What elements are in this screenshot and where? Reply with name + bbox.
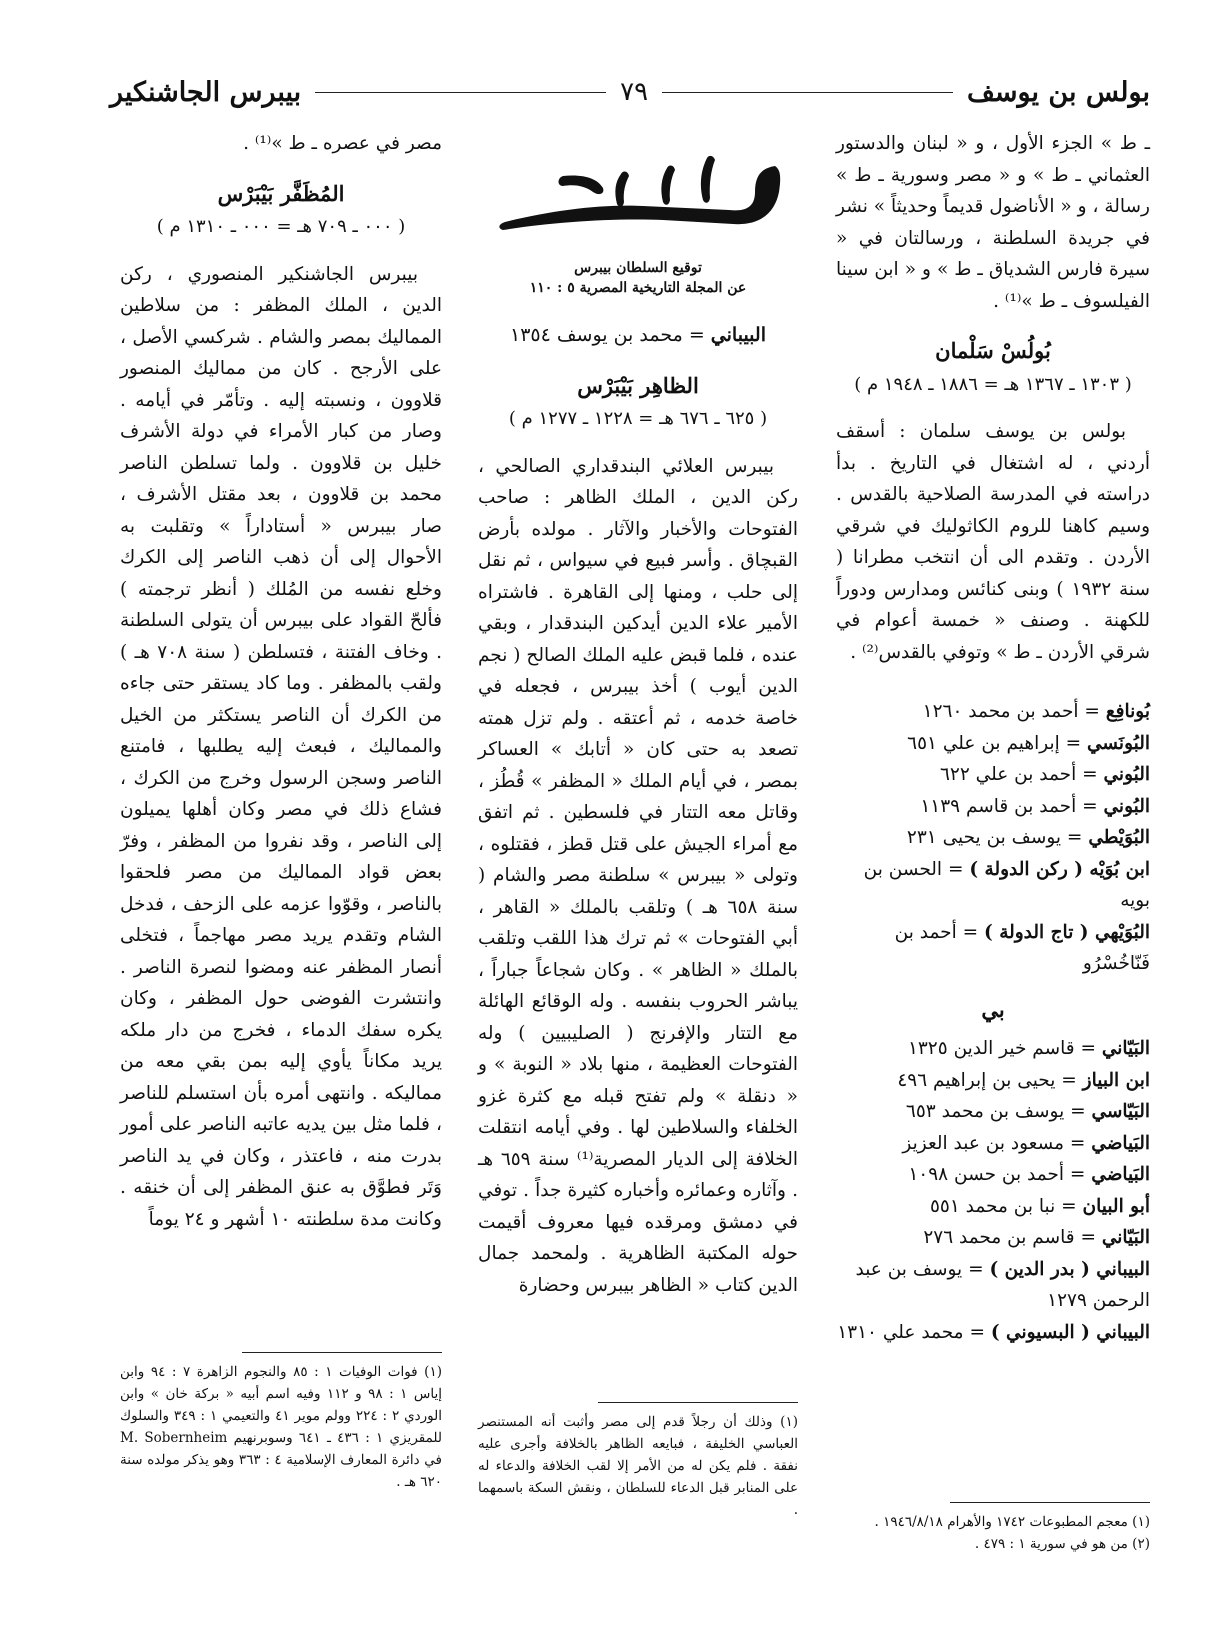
entry-dates: ( ١٣٠٣ ـ ١٣٦٧ هـ = ١٨٨٦ ـ ١٩٤٨ م ) xyxy=(854,373,1132,395)
xref-item: البُوَيْهي ( تاج الدولة ) = أحمد بن فَنّاخُسْرُو xyxy=(894,921,1150,974)
signature-calligraphy-icon xyxy=(493,148,783,238)
middle-footnotes xyxy=(478,1402,798,1521)
xref-item: البَيّاني = قاسم خير الدين ١٣٢٥ xyxy=(907,1038,1150,1059)
xref-bibani xyxy=(478,320,798,352)
xref-item: البَياضي = أحمد بن حسن ١٠٩٨ xyxy=(908,1164,1150,1185)
caption-line-2: عن المجلة التاريخية المصرية ٥ : ١١٠ xyxy=(529,280,747,296)
footnote-1: (١) معجم المطبوعات ١٧٤٢ والأهرام ١٩٤٦/٨/١٨ . xyxy=(874,1514,1150,1530)
left-column xyxy=(120,128,442,1235)
entry-body: بيبرس العلائي البندقداري الصالحي ، ركن الدين ، الملك الظاهر : صاحب الفتوحات والأخبار والآثار . مولده بأرض القبچاق . وأسر فبيع في سيواس ، ثم نقل إلى حلب ، ومنها إلى القاهرة . فاشتراه الأمير علاء الدين أيدكين البندقدار ، وبقي عنده ، فلما قبض عليه الملك الصالح ( نجم الدين أيوب ) أخذ بيبرس ، فجعله في خاصة خدمه ، ثم أعتقه . ولم تزل همته تصعد به حتى كان « أتابك » العساكر بمصر ، في أيام الملك « المظفر » قُطُز ، وقاتل معه التتار في فلسطين . ثم اتفق مع أمراء الجيش على قتل قطز ، فقتلوه ، وتولى « بيبرس » سلطنة مصر والشام ( سنة ٦٥٨ هـ ) وتلقب بالملك « القاهر ، أبي الفتوحات » ثم ترك هذا اللقب وتلقب بالملك « الظاهر » . وكان شجاعاً جباراً ، يباشر الحروب بنفسه . وله الوقائع الهائلة مع التتار والإفرنج ( الصليبيين ) وله الفتوحات العظيمة ، منها بلاد « النوبة » و « دنقلة » ولم تفتح قبله مع كثرة غزو الخلفاء والسلاطين لها . وفي أيامه انتقلت الخلافة إلى الديار المصرية⁽¹⁾ سنة ٦٥٩ هـ . وآثاره وعمائره وأخباره كثيرة جداً . توفي في دمشق ومرقده فيها معروف أقيمت حوله المكتبة الظاهرية . ولمحمد جمال الدين كتاب « الظاهر بيبرس وحضارة xyxy=(478,455,798,1296)
sultan-signature-image xyxy=(478,128,798,258)
signature-caption xyxy=(478,258,798,298)
xref-item: البيباني ( بدر الدين ) = يوسف بن عبد الرحمن ١٢٧٩ xyxy=(855,1258,1150,1311)
header-rule-left xyxy=(315,92,606,93)
right-footnotes xyxy=(836,1502,1150,1555)
entry-body: بولس بن يوسف سلمان : أسقف أردني ، له اشتغال في التاريخ . بدأ دراسته في المدرسة الصلاحية بالقدس . وسيم كاهنا للروم الكاثوليك في شرقي الأردن . وتقدم الى أن انتخب مطرانا ( سنة ١٩٣٢ ) وبنى كنائس ومدارس ودوراً للكهنة . وصنف « خمسة أعوام في شرقي الأردن ـ ط » وتوفي بالقدس⁽²⁾ . xyxy=(836,421,1151,663)
header-right-title: بولس بن يوسف xyxy=(966,76,1150,108)
left-footnotes xyxy=(120,1352,442,1493)
header-left-title: بيبرس الجاشنكير xyxy=(109,76,302,108)
middle-column xyxy=(478,128,798,1301)
xref-item: بُونافِع = أحمد بن محمد ١٢٦٠ xyxy=(922,701,1150,722)
xref-list-bu xyxy=(836,696,1150,980)
entry-title-boulos-salman: بُولُسْ سَلْمان xyxy=(935,338,1051,363)
caption-line-1: توقيع السلطان بيبرس xyxy=(574,260,702,276)
xref-item: البُونَسي = إبراهيم بن علي ٦٥١ xyxy=(907,732,1150,754)
xref-item: البَيّاسي = يوسف بن محمد ٦٥٣ xyxy=(905,1101,1150,1122)
continuation-text: ـ ط » الجزء الأول ، و « لبنان والدستور العثماني ـ ط » و « مصر وسورية ـ ط » رسالة ، و « الأناضول قديماً وحديثاً » نشر في جريدة السلطنة ، ورسالتان في « سيرة فارس الشدياق ـ ط » و « ابن سينا الفيلسوف ـ ط »⁽¹⁾ . xyxy=(836,133,1150,312)
xref-item: البَيّاني = قاسم بن محمد ٢٧٦ xyxy=(923,1227,1150,1248)
xref-item: البَياضي = مسعود بن عبد العزيز xyxy=(902,1132,1150,1154)
page-number: ٧٩ xyxy=(620,77,649,107)
entry-dates: ( ٦٢٥ ـ ٦٧٦ هـ = ١٢٢٨ ـ ١٢٧٧ م ) xyxy=(508,408,768,429)
footnote-rule xyxy=(242,1352,442,1353)
xref-list-bi xyxy=(836,1033,1150,1348)
footnote-1: (١) فوات الوفيات ١ : ٨٥ والنجوم الزاهرة ٧ : ٩٤ وابن إياس ١ : ٩٨ و ١١٢ وفيه اسم أبيه « بركة خان » وابن الوردي ٢ : ٢٢٤ وولم موير ٤١ والتعيمي ١ : ٣٤٩ والسلوك للمقريزي ١ : ٤٣٦ ـ ٦٤١ وسوبرنهيم M. Sobernheim في دائرة المعارف الإسلامية ٤ : ٣٦٣ وهو يذكر مولده سنة ٦٢٠ هـ . xyxy=(120,1364,443,1490)
xref-item: أبو البيان = نبا بن محمد ٥٥١ xyxy=(929,1195,1150,1217)
xref-item: البيباني ( البسيوني ) = محمد علي ١٣١٠ xyxy=(837,1321,1150,1343)
xref-item: البُوني = أحمد بن قاسم ١١٣٩ xyxy=(920,795,1150,817)
xref-item: ابن بُوَيْه ( ركن الدولة ) = الحسن بن بويه xyxy=(863,858,1150,911)
entry-dates: ( ٠٠٠ ـ ٧٠٩ هـ = ٠٠٠ ـ ١٣١٠ م ) xyxy=(156,216,406,237)
right-column xyxy=(836,128,1150,1348)
footnote-2: (٢) من هو في سورية ١ : ٤٧٩ . xyxy=(974,1536,1150,1552)
entry-title-muzaffar-baybars: المُظَفَّر بَيْبَرْس xyxy=(217,180,345,206)
xref-item: ابن البياز = يحيى بن إبراهيم ٤٩٦ xyxy=(897,1069,1150,1091)
xref-item: البُوَيْطي = يوسف بن يحيى ٢٣١ xyxy=(906,827,1150,848)
continuation-text: مصر في عصره ـ ط »⁽¹⁾ . xyxy=(243,133,442,154)
xref-name: البيباني xyxy=(710,324,766,346)
footnote-rule xyxy=(950,1502,1150,1503)
footnote-rule xyxy=(598,1402,798,1403)
footnote-1: (١) وذلك أن رجلاً قدم إلى مصر وأثبت أنه المستنصر العباسي الخليفة ، فبايعه الظاهر بالخلافة وأجرى عليه نفقة . فلم يكن له من الأمر إلا لقب الخلافة والدعاء له على المنابر قبل الدعاء للسلطان ، ونقش السكة باسمهما . xyxy=(478,1414,798,1518)
xref-target: = محمد بن يوسف ١٣٥٤ xyxy=(510,324,705,346)
running-header xyxy=(110,72,1150,112)
section-letter-bi: بي xyxy=(981,996,1005,1022)
entry-title-zahir-baybars: الظاهِر بَيْبَرْس xyxy=(577,372,699,398)
entry-body: بيبرس الجاشنكير المنصوري ، ركن الدين ، الملك المظفر : من سلاطين المماليك بمصر والشام . شركسي الأصل ، على الأرجح . كان من مماليك المنصور قلاوون ، ونسبته إليه . وتأمّر في أيامه . وصار من كبار الأمراء في دولة الأشرف خليل بن قلاوون . ولما تسلطن الناصر محمد بن قلاوون ، بعد مقتل الأشرف ، صار بيبرس « أستاداراً » وتقلبت به الأحوال إلى أن ذهب الناصر إلى الكرك وخلع نفسه من المُلك ( أنظر ترجمته ) فألحّ القواد على بيبرس أن يتولى السلطنة . وخاف الفتنة ، فتسلطن ( سنة ٧٠٨ هـ ) ولقب بالمظفر . وما كاد يستقر حتى جاءه من الكرك أن الناصر يستكثر من الخيل والمماليك ، فبعث إليه يطلبها ، فامتنع الناصر وسجن الرسول وخرج من الكرك ، فشاع ذلك في مصر وكان أهلها يميلون إلى الناصر ، وقد نفروا من المظفر ، وفرّ بعض قواد المماليك من مصر فلحقوا بالناصر ، وقوّوا عزمه على الزحف ، فدخل الشام وتقدم يريد مصر مهاجماً ، فتخلى أنصار المظفر عنه ومضوا لنصرة الناصر . وانتشرت الفوضى حول المظفر ، وكان يكره سفك الدماء ، فخرج من دار ملكه يريد مكاناً يأوي إليه بمن بقي معه من مماليكه . وانتهى أمره بأن استسلم للناصر ، فلما مثل بين يديه عاتبه الناصر على أمور بدرت منه ، فاعتذر ، وكان في يد الناصر وَتَر فطوَّق به عنق المظفر إلى أن خنقه . وكانت مدة سلطنته ١٠ أشهر و ٢٤ يوماً xyxy=(120,263,443,1230)
xref-item: البُوني = أحمد بن علي ٦٢٢ xyxy=(939,764,1150,785)
header-rule-right xyxy=(662,92,953,93)
